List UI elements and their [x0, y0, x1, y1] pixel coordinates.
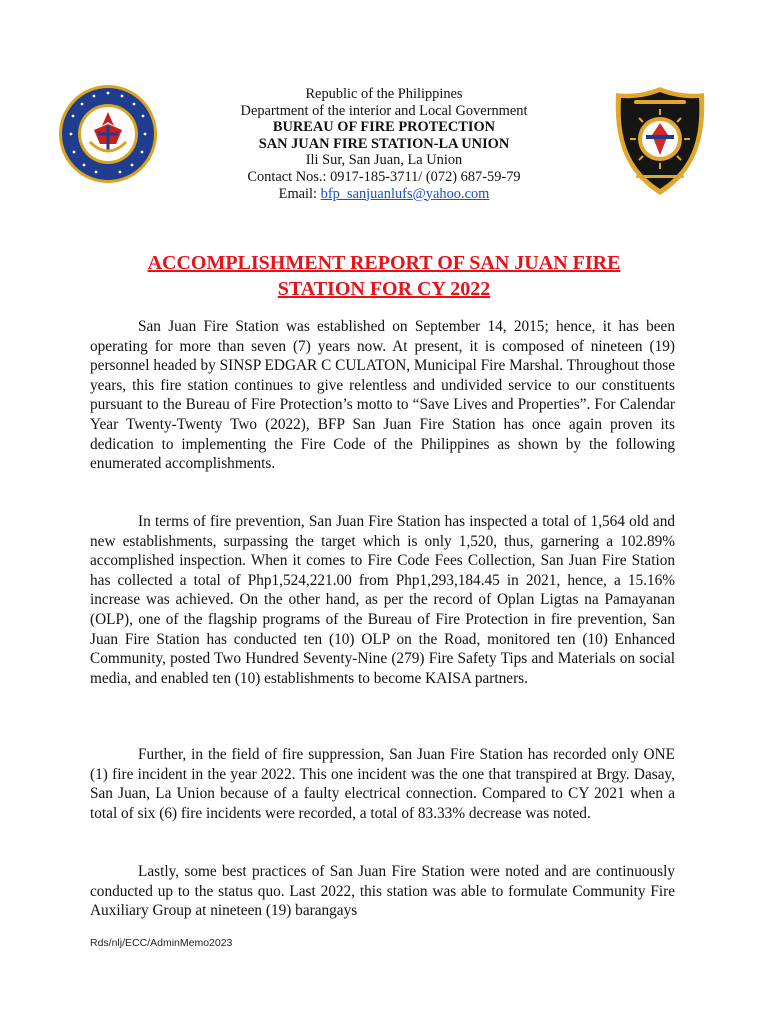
bfp-badge-logo — [612, 85, 708, 197]
address-line: Ili Sur, San Juan, La Union — [305, 152, 463, 169]
paragraph-fire-prevention: In terms of fire prevention, San Juan Fire Station has inspected a total of 1,564 old and new establishments, surpassing the target which is only 1,520, thus, garnering a 102.89% accomplished inspection. When it comes to Fire Code Fees Collection, San Juan Fire Station has collected a total of Php1,524,221.00 from Php1,293,184.45 in 2021, hence, a 15.16% increase was achieved. On the other hand, as per the record of Oplan Ligtas na Pamayanan (OLP), one of the flagship programs of the Bureau of Fire Protection in fire prevention, San Juan Fire Station has conducted ten (10) OLP on the Road, monitored ten (10) Enhanced Community, posted Two Hundred Seventy-Nine (279) Fire Safety Tips and Materials on social media, and enabled ten (10) establishments to become KAISA partners. — [90, 513, 675, 687]
paragraph-best-practices: Lastly, some best practices of San Juan Fire Station were noted and are continuously conducted up to the status quo. Last 2022, this station was able to formulate Community Fire Auxiliary Group at nineteen (19) barangays — [90, 863, 675, 920]
email-label: Email: — [278, 185, 321, 202]
bureau-line: BUREAU OF FIRE PROTECTION — [272, 119, 496, 136]
contact-line: Contact Nos.: 0917-185-3711/ (072) 687-59-79 — [247, 168, 521, 185]
paragraph-fire-suppression: Further, in the field of fire suppression, San Juan Fire Station has recorded only ONE (1) fire incident in the year 2022. This one incident was the one that transpired at Brgy. Dasay, San Juan, La Union because of a faulty electrical connection. Compared to CY 2021 when a total of six (6) fire incidents were recorded, a total of 83.33% decrease was noted. — [90, 746, 675, 822]
footer-reference: Rds/nlj/ECC/AdminMemo2023 — [90, 937, 233, 949]
station-line: SAN JUAN FIRE STATION-LA UNION — [258, 135, 510, 152]
email-link[interactable]: bfp_sanjuanlufs@yahoo.com — [320, 185, 490, 202]
report-title-line-1: ACCOMPLISHMENT REPORT OF SAN JUAN FIRE — [147, 252, 621, 274]
bfp-badge-icon — [612, 85, 708, 197]
department-line: Department of the interior and Local Government — [240, 102, 528, 119]
report-title-line-2: STATION FOR CY 2022 — [277, 278, 491, 300]
republic-line: Republic of the Philippines — [305, 86, 463, 102]
paragraph-intro: San Juan Fire Station was established on September 14, 2015; hence, it has been operating for more than seven (7) years now. At present, it is composed of nineteen (19) personnel headed by SINSP EDGAR C CULATON, Municipal Fire Marshal. Throughout those years, this fire station continues to give relentless and undivided service to our constituents pursuant to the Bureau of Fire Protection’s motto to “Save Lives and Properties”. For Calendar Year Twenty-Twenty Two (2022), BFP San Juan Fire Station has once again proven its dedication to implementing the Fire Code of the Philippines as shown by the following enumerated accomplishments. — [90, 318, 675, 473]
bfp-seal-logo — [58, 84, 158, 184]
email-line — [190, 186, 578, 203]
report-title — [90, 250, 678, 302]
bfp-seal-icon — [58, 84, 158, 184]
letterhead — [190, 86, 578, 202]
